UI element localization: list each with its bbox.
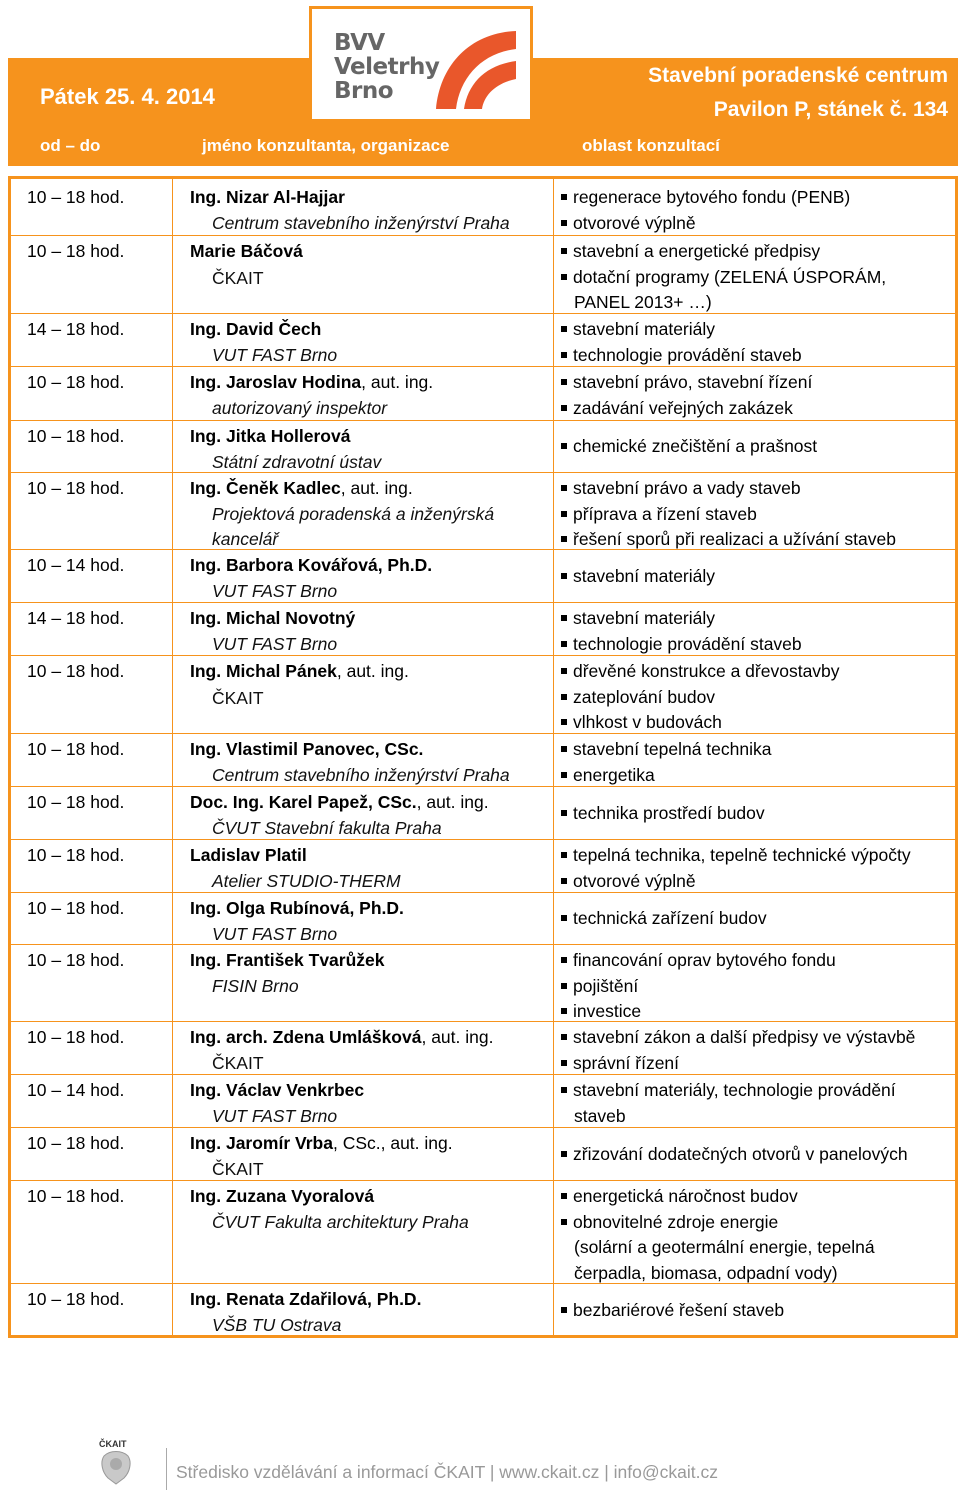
consultant-title: , aut. ing. xyxy=(340,478,413,498)
consultant-name xyxy=(190,1027,493,1048)
topic-text: stavební právo, stavební řízení xyxy=(573,372,813,392)
bullet-icon xyxy=(561,1307,567,1313)
row-time: 10 – 18 hod. xyxy=(27,372,125,392)
bullet-icon xyxy=(561,810,567,816)
bullet-icon xyxy=(561,1087,567,1093)
topic-item xyxy=(561,871,696,892)
consultant-name-bold: Ing. Zuzana Vyoralová xyxy=(190,1186,375,1206)
bullet-icon xyxy=(561,352,567,358)
consultant-title: , aut. ing. xyxy=(361,372,434,392)
footer-contact: Středisko vzdělávání a informací ČKAIT | www.ckait.cz | info@ckait.cz xyxy=(176,1462,718,1482)
row-time: 10 – 18 hod. xyxy=(27,478,125,498)
column-header-consultant: jméno konzultanta, organizace xyxy=(202,136,450,155)
topic-item xyxy=(561,478,801,499)
table-row xyxy=(11,944,955,945)
consultant-name xyxy=(190,845,307,866)
bullet-icon xyxy=(561,536,567,542)
topic-item xyxy=(561,1212,778,1233)
row-time: 10 – 18 hod. xyxy=(27,1133,125,1153)
consultant-name-bold: Ing. David Čech xyxy=(190,319,322,339)
consultant-organization: VUT FAST Brno xyxy=(212,580,338,601)
topic-item xyxy=(574,1237,875,1258)
logo-line-3: Brno xyxy=(334,78,394,104)
table-row xyxy=(11,472,955,473)
topic-item xyxy=(561,241,820,262)
row-time: 10 – 18 hod. xyxy=(27,950,125,970)
topic-text: stavební právo a vady staveb xyxy=(573,478,801,498)
bvv-logo-text xyxy=(334,31,439,103)
row-time: 10 – 18 hod. xyxy=(27,739,125,759)
consultant-title: , aut. ing. xyxy=(416,792,489,812)
consultant-organization: autorizovaný inspektor xyxy=(212,397,388,418)
consultant-name xyxy=(190,187,345,208)
bullet-icon xyxy=(561,852,567,858)
table-row xyxy=(11,313,955,314)
topic-text: technická zařízení budov xyxy=(573,908,767,929)
consultant-organization: VŠB TU Ostrava xyxy=(212,1314,342,1335)
topic-item xyxy=(561,1027,915,1048)
ckait-logo-label: ČKAIT xyxy=(99,1439,127,1449)
consultant-name xyxy=(190,792,489,813)
topic-item xyxy=(561,319,715,340)
topic-item xyxy=(561,950,836,971)
topic-text: dotační programy (ZELENÁ ÚSPORÁM, xyxy=(573,266,887,287)
topic-text: stavební materiály, technologie provádění xyxy=(573,1080,896,1100)
consultant-organization: ČKAIT xyxy=(212,688,264,708)
bullet-icon xyxy=(561,772,567,778)
topic-item xyxy=(561,976,638,997)
table-row xyxy=(11,892,955,893)
topic-item xyxy=(561,566,715,587)
topic-item xyxy=(561,608,715,629)
consultant-name xyxy=(190,608,355,629)
topic-text: stavební a energetické předpisy xyxy=(573,241,821,261)
consultant-organization: ČKAIT xyxy=(212,1052,264,1073)
bullet-icon xyxy=(561,957,567,963)
topic-item xyxy=(561,213,696,234)
bullet-icon xyxy=(561,511,567,517)
topic-item xyxy=(561,398,793,419)
topic-text: otvorové výplně xyxy=(573,212,696,233)
bullet-icon xyxy=(561,746,567,752)
consultant-name-bold: Ing. Michal Novotný xyxy=(190,608,356,628)
consultant-name xyxy=(190,241,303,262)
topic-item xyxy=(561,661,840,682)
column-divider xyxy=(553,179,554,1335)
topic-item xyxy=(561,1300,784,1321)
consultant-name-bold: Ing. Jitka Hollerová xyxy=(190,426,351,446)
consultant-name xyxy=(190,898,404,919)
row-time: 10 – 18 hod. xyxy=(27,898,125,918)
consultant-name xyxy=(190,555,432,576)
topic-item xyxy=(574,292,712,313)
consultant-organization: FISIN Brno xyxy=(212,975,299,996)
consultant-title: , CSc., aut. ing. xyxy=(332,1133,453,1153)
topic-item xyxy=(561,634,802,655)
bullet-icon xyxy=(561,573,567,579)
consultant-organization: VUT FAST Brno xyxy=(212,344,338,365)
center-title: Stavební poradenské centrum xyxy=(648,64,948,87)
topic-text: tepelná technika, tepelně technické výpočty xyxy=(573,845,911,865)
topic-item xyxy=(561,712,722,733)
topic-item xyxy=(561,436,817,457)
logo-line-1: BVV xyxy=(334,30,385,56)
consultant-name xyxy=(190,1133,453,1154)
topic-text: energetika xyxy=(573,764,655,785)
consultant-name xyxy=(190,1186,374,1207)
bullet-icon xyxy=(561,379,567,385)
consultant-name-bold: Ing. Jaroslav Hodina xyxy=(190,372,362,392)
table-row xyxy=(11,366,955,367)
consultant-name xyxy=(190,426,350,447)
topic-text: zadávání veřejných zakázek xyxy=(573,397,793,418)
topic-item xyxy=(561,345,802,366)
topic-item xyxy=(561,803,765,824)
topic-item xyxy=(561,504,757,525)
row-time: 10 – 14 hod. xyxy=(27,1080,125,1100)
row-time: 10 – 18 hod. xyxy=(27,661,125,681)
consultant-name-bold: Ing. Vlastimil Panovec, CSc. xyxy=(190,739,424,759)
topic-text: financování oprav bytového fondu xyxy=(573,950,836,970)
bullet-icon xyxy=(561,719,567,725)
topic-item xyxy=(561,372,812,393)
column-header-time: od – do xyxy=(40,136,101,155)
topic-text: (solární a geotermální energie, tepelná xyxy=(574,1237,875,1257)
logo-line-2: Veletrhy xyxy=(334,54,440,80)
consultant-title: , aut. ing. xyxy=(421,1027,494,1047)
consultant-organization: Projektová poradenská a inženýrská xyxy=(212,503,495,524)
topic-item xyxy=(561,1053,679,1074)
topic-text: regenerace bytového fondu (PENB) xyxy=(573,187,851,207)
table-row xyxy=(11,786,955,787)
topic-text: stavební materiály xyxy=(573,319,716,339)
consultant-organization: Státní zdravotní ústav xyxy=(212,451,382,472)
topic-text: stavební zákon a další předpisy ve výstavbě xyxy=(573,1027,916,1047)
table-row xyxy=(11,420,955,421)
row-time: 10 – 18 hod. xyxy=(27,426,125,446)
consultant-name-bold: Ing. Olga Rubínová, Ph.D. xyxy=(190,898,404,918)
bullet-icon xyxy=(561,274,567,280)
bullet-icon xyxy=(561,1008,567,1014)
consultant-name xyxy=(190,1289,421,1310)
row-time: 10 – 18 hod. xyxy=(27,1289,125,1309)
bullet-icon xyxy=(561,443,567,449)
column-divider xyxy=(172,179,173,1335)
row-time: 10 – 14 hod. xyxy=(27,555,125,575)
topic-item xyxy=(561,1080,896,1101)
topic-item xyxy=(561,267,886,288)
topic-text: zateplování budov xyxy=(573,686,716,707)
topic-text: PANEL 2013+ …) xyxy=(574,292,712,312)
bullet-icon xyxy=(561,694,567,700)
row-time: 14 – 18 hod. xyxy=(27,608,125,628)
consultant-organization: Atelier STUDIO-THERM xyxy=(212,870,401,891)
bullet-icon xyxy=(561,915,567,921)
consultant-name-bold: Ing. Nizar Al-Hajjar xyxy=(190,187,345,207)
consultant-name xyxy=(190,739,423,760)
table-row xyxy=(11,1127,955,1128)
bullet-icon xyxy=(561,1034,567,1040)
topic-text: stavební materiály xyxy=(573,608,716,628)
row-time: 10 – 18 hod. xyxy=(27,187,125,207)
consultant-name-bold: Ing. František Tvarůžek xyxy=(190,950,385,970)
consultant-name-bold: Ing. arch. Zdena Umlášková xyxy=(190,1027,422,1047)
consultant-name-bold: Ing. Jaromír Vrba xyxy=(190,1133,333,1153)
consultant-organization: VUT FAST Brno xyxy=(212,1105,338,1126)
topic-text: technologie provádění staveb xyxy=(573,344,802,365)
topic-item xyxy=(561,765,655,786)
topic-text: správní řízení xyxy=(573,1052,680,1073)
table-row xyxy=(11,602,955,603)
table-row xyxy=(11,1074,955,1075)
table-row xyxy=(11,235,955,236)
topic-text: obnovitelné zdroje energie xyxy=(573,1211,779,1232)
consultant-name xyxy=(190,950,385,971)
consultant-name xyxy=(190,478,413,499)
row-time: 14 – 18 hod. xyxy=(27,319,125,339)
row-time: 10 – 18 hod. xyxy=(27,1186,125,1206)
consultant-organization: VUT FAST Brno xyxy=(212,923,338,944)
bullet-icon xyxy=(561,615,567,621)
consultant-name-bold: Ladislav Platil xyxy=(190,845,307,865)
topic-item xyxy=(574,1106,626,1127)
bullet-icon xyxy=(561,1151,567,1157)
bullet-icon xyxy=(561,1193,567,1199)
topic-item xyxy=(561,687,715,708)
table-row xyxy=(11,733,955,734)
topic-text: čerpadla, biomasa, odpadní vody) xyxy=(574,1262,838,1283)
consultant-name-bold: Ing. Barbora Kovářová, Ph.D. xyxy=(190,555,433,575)
consultant-organization: ČKAIT xyxy=(212,1158,264,1179)
bullet-icon xyxy=(561,668,567,674)
footer-divider xyxy=(166,1448,167,1490)
consultant-name xyxy=(190,1080,364,1101)
row-time: 10 – 18 hod. xyxy=(27,792,125,812)
topic-text: technika prostředí budov xyxy=(573,802,765,823)
consultant-organization: VUT FAST Brno xyxy=(212,633,338,654)
event-date: Pátek 25. 4. 2014 xyxy=(40,84,215,109)
bullet-icon xyxy=(561,641,567,647)
bullet-icon xyxy=(561,878,567,884)
topic-text: řešení sporů při realizaci a užívání staveb xyxy=(573,529,896,549)
consultant-organization: ČVUT Stavební fakulta Praha xyxy=(212,817,442,838)
topic-text: stavební tepelná technika xyxy=(573,739,772,759)
topic-item xyxy=(561,908,767,929)
table-row xyxy=(11,1180,955,1181)
consultant-name-bold: Doc. Ing. Karel Papež, CSc. xyxy=(190,792,417,812)
bullet-icon xyxy=(561,485,567,491)
topic-text: vlhkost v budovách xyxy=(573,712,722,732)
row-time: 10 – 18 hod. xyxy=(27,241,125,261)
consultant-organization: ČKAIT xyxy=(212,268,264,288)
topic-text: chemické znečištění a prašnost xyxy=(573,436,818,457)
bullet-icon xyxy=(561,1060,567,1066)
consultant-name xyxy=(190,661,409,682)
topic-item xyxy=(561,1144,908,1165)
consultant-name-bold: Ing. Václav Venkrbec xyxy=(190,1080,365,1100)
center-location: Pavilon P, stánek č. 134 xyxy=(713,98,948,121)
topic-text: pojištění xyxy=(573,975,639,996)
bullet-icon xyxy=(561,326,567,332)
topic-text: energetická náročnost budov xyxy=(573,1186,798,1206)
table-row xyxy=(11,655,955,656)
column-header-topic: oblast konzultací xyxy=(582,136,720,155)
ckait-logo xyxy=(96,1440,136,1486)
table-row xyxy=(11,1021,955,1022)
consultant-organization: Centrum stavebního inženýrství Praha xyxy=(212,764,510,785)
topic-item xyxy=(561,845,911,866)
topic-item xyxy=(561,739,771,760)
topic-text: zřizování dodatečných otvorů v panelových xyxy=(573,1143,908,1164)
bullet-icon xyxy=(561,220,567,226)
consultant-name xyxy=(190,372,433,393)
consultant-organization: Centrum stavebního inženýrství Praha xyxy=(212,212,510,233)
bullet-icon xyxy=(561,983,567,989)
topic-text: otvorové výplně xyxy=(573,870,696,891)
topic-text: stavební materiály xyxy=(573,565,716,586)
bullet-icon xyxy=(561,194,567,200)
topic-item xyxy=(561,1186,798,1207)
bullet-icon xyxy=(561,1219,567,1225)
table-row xyxy=(11,839,955,840)
topic-text: dřevěné konstrukce a dřevostavby xyxy=(573,661,840,681)
bvv-logo xyxy=(309,6,533,122)
topic-item xyxy=(574,1263,838,1284)
consultant-name xyxy=(190,319,321,340)
bvv-logo-mark-icon xyxy=(430,25,522,111)
consultant-title: , aut. ing. xyxy=(336,661,409,681)
topic-text: bezbariérové řešení staveb xyxy=(573,1299,785,1320)
topic-text: investice xyxy=(573,1001,642,1021)
topic-text: technologie provádění staveb xyxy=(573,633,802,654)
row-time: 10 – 18 hod. xyxy=(27,1027,125,1047)
consultant-name-bold: Ing. Michal Pánek xyxy=(190,661,337,681)
bullet-icon xyxy=(561,405,567,411)
consultant-name-bold: Ing. Čeněk Kadlec xyxy=(190,478,341,498)
bullet-icon xyxy=(561,248,567,254)
topic-text: příprava a řízení staveb xyxy=(573,503,757,524)
topic-item xyxy=(561,529,896,550)
consultant-organization-line-2: kancelář xyxy=(212,529,279,549)
topic-text: staveb xyxy=(574,1105,626,1126)
consultant-name-bold: Marie Báčová xyxy=(190,241,303,261)
row-time: 10 – 18 hod. xyxy=(27,845,125,865)
consultant-name-bold: Ing. Renata Zdařilová, Ph.D. xyxy=(190,1289,422,1309)
consultant-organization: ČVUT Fakulta architektury Praha xyxy=(212,1211,469,1232)
topic-item xyxy=(561,1001,641,1022)
topic-item xyxy=(561,187,850,208)
